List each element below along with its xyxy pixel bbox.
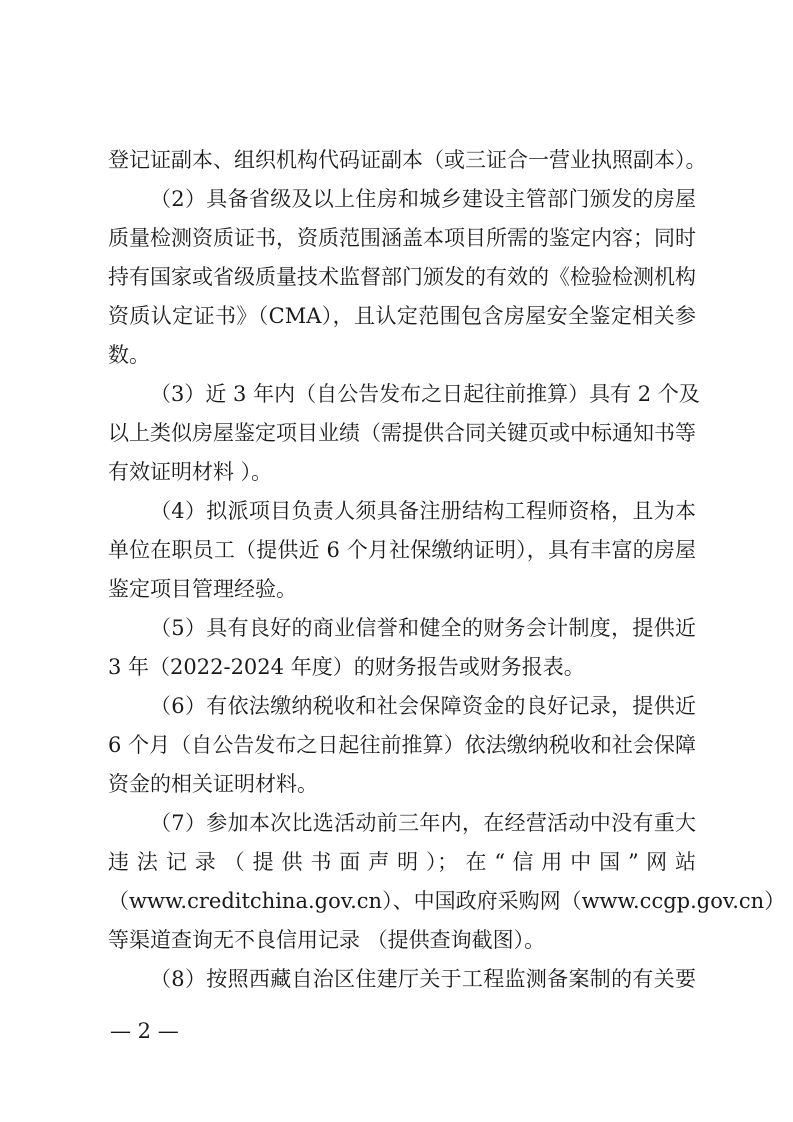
- text-line: （6）有依法缴纳税收和社会保障资金的良好记录，提供近: [150, 694, 696, 718]
- text-line: 登记证副本、组织机构代码证副本（或三证合一营业执照副本）。: [108, 148, 707, 172]
- text-line: 持有国家或省级质量技术监督部门颁发的有效的《检验检测机构: [108, 265, 696, 289]
- page-number: — 2 —: [110, 1019, 179, 1043]
- text-line: 鉴定项目管理经验。: [108, 577, 297, 601]
- text-line: 有效证明材料 ）。: [108, 460, 273, 484]
- text-line: （5）具有良好的商业信誉和健全的财务会计制度，提供近: [150, 616, 696, 640]
- text-line: 以上类似房屋鉴定项目业绩（需提供合同关键页或中标通知书等: [108, 421, 696, 445]
- text-line: 3 年（2022-2024 年度）的财务报告或财务报表。: [108, 655, 585, 679]
- text-line: 单位在职员工（提供近 6 个月社保缴纳证明），具有丰富的房屋: [108, 538, 696, 562]
- text-line: （www.creditchina.gov.cn）、中国政府采购网（www.ccgp.gov.cn）: [108, 889, 786, 913]
- text-line: （8）按照西藏自治区住建厅关于工程监测备案制的有关要: [150, 967, 696, 991]
- text-line: 数。: [108, 343, 150, 367]
- text-line: 质量检测资质证书，资质范围涵盖本项目所需的鉴定内容；同时: [108, 226, 696, 250]
- text-line: 资金的相关证明材料。: [108, 772, 318, 796]
- text-line: （3）近 3 年内（自公告发布之日起往前推算）具有 2 个及: [150, 382, 700, 406]
- text-line: （2）具备省级及以上住房和城乡建设主管部门颁发的房屋: [150, 187, 696, 211]
- text-line: 6 个月（自公告发布之日起往前推算）依法缴纳税收和社会保障: [108, 733, 696, 757]
- text-line: 资质认定证书》（CMA），且认定范围包含房屋安全鉴定相关参: [108, 304, 696, 328]
- text-line: 违 法 记 录 （ 提 供 书 面 声 明 ）； 在 “ 信 用 中 国 ” 网 站: [108, 850, 696, 874]
- text-line: （4）拟派项目负责人须具备注册结构工程师资格，且为本: [150, 499, 696, 523]
- text-line: 等渠道查询无不良信用记录 （提供查询截图）。: [108, 928, 546, 952]
- text-line: （7）参加本次比选活动前三年内，在经营活动中没有重大: [150, 811, 696, 835]
